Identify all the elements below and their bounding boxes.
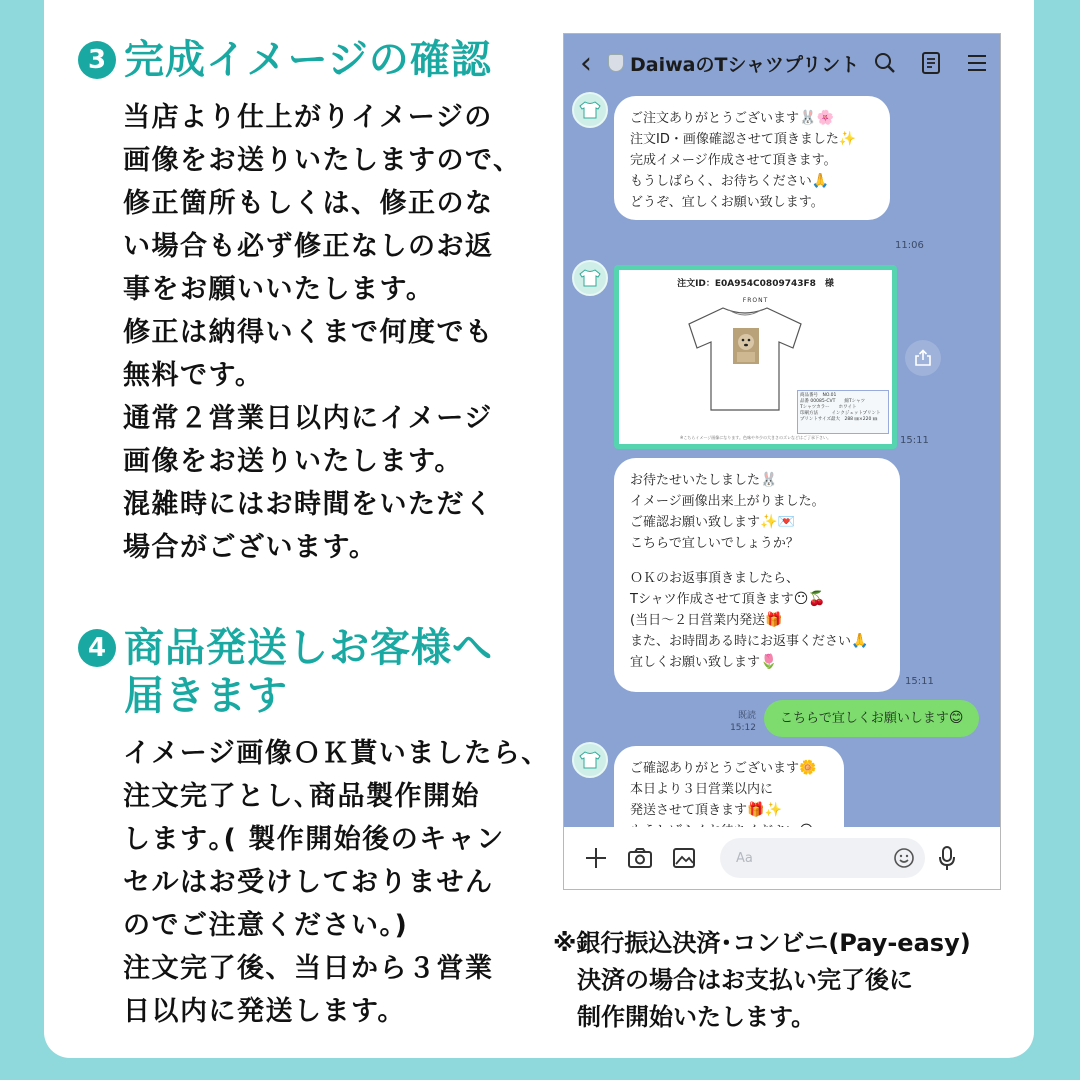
- camera-icon[interactable]: [618, 838, 662, 878]
- shield-icon: [608, 54, 624, 72]
- flower-icon: 🌼: [799, 760, 817, 776]
- section-3-heading: [78, 36, 492, 84]
- microphone-icon[interactable]: [925, 838, 969, 878]
- bunny-emoji-icon: 🐰🌸: [799, 110, 834, 126]
- avatar[interactable]: [572, 92, 608, 128]
- front-label: FRONT: [742, 297, 769, 304]
- chat-messages[interactable]: [564, 92, 1000, 829]
- image-note: ※こちらイメージ画像になります。色味や多少の大きさのズレなどはご了承下さい。: [680, 435, 831, 440]
- message-bubble[interactable]: お待たせいたしました🐰 イメージ画像出来上がりました。 ご確認お願い致します✨💌 こちらで宜しいでしょうか？ ＯＫのお返事頂きましたら、 Tシャツ作成させて頂きます😶🍒 (当日～２日営業内発送🎁 また、お時間ある時にお返事ください🙏 宜しくお願い致します🌷: [614, 458, 900, 692]
- message-input[interactable]: [720, 838, 925, 878]
- cherries-icon: 😶🍒: [793, 591, 826, 607]
- section-4-heading: [78, 624, 493, 720]
- plus-icon[interactable]: [574, 838, 618, 878]
- message-bubble[interactable]: ご確認ありがとうございます🌼 本日より３日営業以内に 発送させて頂きます🎁✨: [614, 746, 844, 852]
- image-icon[interactable]: [662, 838, 706, 878]
- message-time: 15:11: [905, 676, 934, 687]
- avatar[interactable]: [572, 260, 608, 296]
- message-time: 11:06: [895, 240, 924, 251]
- chat-screenshot: [563, 33, 1001, 890]
- gift-icon: 🎁✨: [747, 802, 782, 818]
- my-message-bubble[interactable]: こちらで宜しくお願いします😊: [764, 700, 979, 737]
- smile-emoji-icon: 😊: [948, 710, 964, 726]
- message-input-placeholder: Aa: [736, 850, 753, 866]
- spec-table: 商品番号 NO.01 品番 00085-CVT 綿Tシャツ Tシャツカラー ホワイト 印刷方法 インクジェットプリント プリントサイズ最大 288 ㎜×220 ㎜: [797, 390, 889, 434]
- bunny-emoji-icon: 🐰: [760, 472, 778, 488]
- folded-hands-icon: 🙏: [851, 633, 869, 649]
- folded-hands-icon: 🙏: [811, 173, 830, 189]
- section-4-title: 商品発送しお客様へ 届きます: [124, 625, 493, 719]
- section-3-title: 完成イメージの確認: [124, 37, 492, 83]
- envelope-icon: ✨💌: [760, 514, 795, 530]
- section-3-number: 3: [78, 41, 116, 79]
- message-time: 15:11: [900, 435, 929, 446]
- payment-footnote: ※銀行振込決済･コンビニ(Pay-easy) 決済の場合はお支払い完了後に 制作開始いたします。: [553, 929, 971, 1031]
- menu-icon[interactable]: [954, 43, 1000, 83]
- emoji-icon[interactable]: [893, 847, 915, 869]
- chevron-left-icon[interactable]: ‹: [580, 45, 592, 81]
- image-message[interactable]: [614, 265, 897, 449]
- section-4-number: 4: [78, 629, 116, 667]
- share-icon: [914, 349, 932, 367]
- section-4-body: イメージ画像ＯＫ貰いましたら、 注文完了とし､商品製作開始 します｡( 製作開始後のキャン セルはお受けしておりません のでご注意ください。) 注文完了後、当日から３営業 日以内に発送します。: [123, 738, 550, 1027]
- order-id-label: 注文ID：E0A954C0809743F8 様: [677, 279, 834, 289]
- notes-icon[interactable]: [908, 43, 954, 83]
- chat-header: [564, 34, 1000, 92]
- chat-input-bar: [564, 827, 1000, 889]
- gift-icon: 🎁: [765, 612, 783, 628]
- read-receipt: 既読 15:12: [730, 711, 756, 733]
- share-button[interactable]: [905, 340, 941, 376]
- tshirt-icon: [685, 304, 805, 414]
- sparkles-icon: ✨: [838, 131, 857, 147]
- section-3-body: 当店より仕上がりイメージの 画像をお送りいたしますので、 修正箇所もしくは、修正のな い場合も必ず修正なしのお返 事をお願いいたします。 修正は納得いくまで何度でも 無料です。 通常２営業日以内にイメージ 画像をお送りいたします。 混雑時にはお時間をいただく 場合がございます。: [123, 102, 522, 563]
- tulip-icon: 🌷: [760, 654, 778, 670]
- chat-title: DaiwaのTシャツプリント: [630, 53, 860, 76]
- search-icon[interactable]: [862, 43, 908, 83]
- avatar[interactable]: [572, 742, 608, 778]
- tshirt-mockup-image: [619, 270, 892, 444]
- message-bubble[interactable]: ご注文ありがとうございます🐰🌸 注文ID・画像確認させて頂きました✨ 完成イメージ作成させて頂きます。 もうしばらく、お待ちください🙏 どうぞ、宜しくお願い致します。: [614, 96, 890, 220]
